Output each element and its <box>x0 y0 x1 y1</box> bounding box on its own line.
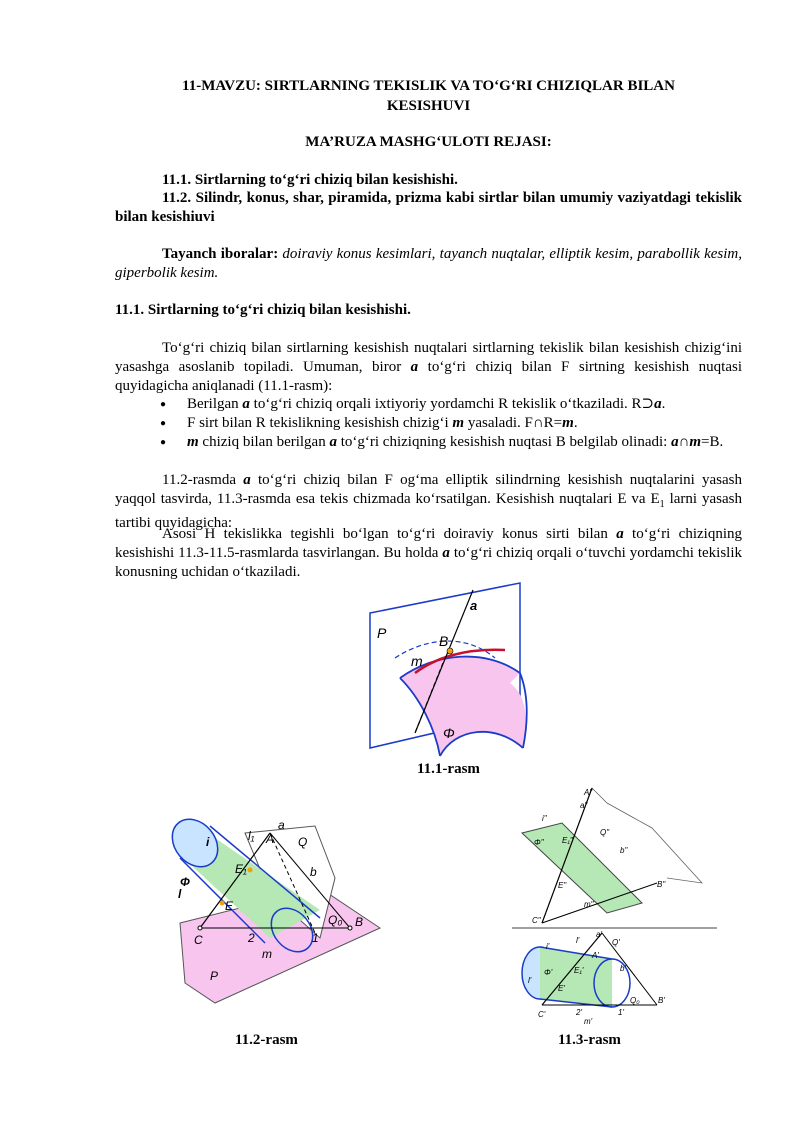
para2-subscript: 1 <box>659 499 665 510</box>
plan-item-1: 11.1. Sirtlarning to‘g‘ri chiziq bilan kesishishi. <box>162 172 458 188</box>
b2-var-m: m <box>452 415 465 431</box>
label-phi: Φ <box>443 725 455 741</box>
label-b2: b" <box>620 846 628 855</box>
steps-list <box>115 395 742 452</box>
label-phi: Φ <box>180 875 190 889</box>
label-e12: E₁" <box>562 836 573 845</box>
label-m: m <box>411 653 423 669</box>
keywords-paragraph <box>115 245 742 283</box>
label-l1: l' <box>576 936 580 945</box>
label-i: i <box>206 835 210 849</box>
title-line-2: KESISHUVI <box>386 98 471 114</box>
para3-var-a: a <box>616 526 624 542</box>
list-item <box>115 433 742 452</box>
label-a1: a' <box>596 930 602 939</box>
label-1: 1 <box>312 931 319 945</box>
b1-var-a: a <box>242 396 250 412</box>
plan-item-2: 11.2. Silindr, konus, shar, piramida, prizma kabi sirtlar bilan umumiy vaziyatdagi tekislik bilan kesishiuvi <box>115 190 742 225</box>
label-i1: i' <box>546 942 550 951</box>
label-q01: Q₀ <box>630 996 640 1005</box>
plan-title: MA’RUZA MASHG‘ULOTI REJASI: <box>305 134 552 150</box>
para2-var-a: a <box>243 472 251 488</box>
point-b <box>348 926 352 930</box>
label-b1-point: B' <box>658 996 665 1005</box>
label-1-plan: 1' <box>618 1008 624 1017</box>
para3-var-a2: a <box>442 545 450 561</box>
label-p: P <box>210 969 219 983</box>
label-2-plan: 2' <box>576 1008 582 1017</box>
figure-11-3 <box>512 783 717 1025</box>
paragraph-2 <box>115 471 742 533</box>
caption-11-1: 11.1-rasm <box>417 761 480 777</box>
b2-text-1: F sirt bilan R tekislikning kesishish chizig‘i <box>187 415 453 431</box>
label-c: C <box>194 933 203 947</box>
label-p: P <box>377 625 387 641</box>
para3-text-2: to‘g‘ri chiziqning kesishishi 11.3-11.5-rasmlarda tasvirlangan. Bu holda <box>115 526 743 561</box>
label-phi2: Φ" <box>534 838 544 847</box>
caption-11-2: 11.2-rasm <box>235 1032 298 1048</box>
keywords-text: doiraviy konus kesimlari, tayanch nuqtalar, elliptik kesim, parabollik kesim, giperbolik kesim. <box>115 246 742 281</box>
b3-text-2: to‘g‘ri chiziqning kesishish nuqtasi B belgilab olinadi: <box>336 434 672 450</box>
point-e <box>220 901 225 906</box>
para1-text-1: To‘g‘ri chiziq bilan sirtlarning kesishish nuqtalari sirtlarning tekislik bilan kesishish chizig‘ini yasashga asoslanib topiladi. Umuman, biror <box>115 340 742 375</box>
label-e1: E' <box>558 984 565 993</box>
label-b: b <box>310 865 317 879</box>
b2-text-3: . <box>573 415 578 431</box>
b2-var-m2: m <box>562 415 574 431</box>
b3-var-m: m <box>187 434 199 450</box>
label-a: a <box>470 598 478 613</box>
b3-expr: a∩m <box>671 434 702 450</box>
label-q0: Q₀ <box>328 913 343 927</box>
label-b1: b' <box>620 964 626 973</box>
label-b2-point: B" <box>657 880 666 889</box>
label-b: B <box>439 633 449 649</box>
caption-11-3: 11.3-rasm <box>558 1032 621 1048</box>
b1-text-3: . <box>661 396 666 412</box>
label-a1-point: A' <box>592 951 599 960</box>
para2-text-2: to‘g‘ri chiziq bilan F og‘ma elliptik silindrning kesishish nuqtalarini yasash yaqqol tasvirda, 11.3-rasmda esa tekis chizmada ko‘rsatilgan. Kesishish nuqtalari E va E <box>115 472 742 507</box>
label-a-point: A <box>266 832 275 846</box>
para2-text-1: 11.2-rasmda <box>162 472 244 488</box>
label-a2-point: A" <box>584 788 593 797</box>
label-c1: C' <box>538 1010 546 1019</box>
paragraph-3 <box>115 525 742 582</box>
b2-text-2: yasaladi. F∩R= <box>464 415 563 431</box>
label-m1: m' <box>584 1017 593 1025</box>
para2-text-3: larni yasash tartibi quyidagicha: <box>115 491 742 531</box>
paragraph-1 <box>115 339 742 396</box>
label-b-point: B <box>355 915 364 929</box>
b3-text-3: =B. <box>701 434 724 450</box>
label-l1: l₁ <box>248 829 255 843</box>
label-e11: E₁' <box>574 966 584 975</box>
label-a: a <box>278 818 285 832</box>
label-c2: C" <box>532 916 541 925</box>
point-e1 <box>248 868 253 873</box>
figure-11-1 <box>355 578 550 758</box>
label-e2: E" <box>558 881 567 890</box>
label-i2: i" <box>542 814 547 823</box>
label-q2: Q" <box>600 828 610 837</box>
label-phi1: Φ' <box>544 968 553 977</box>
para3-text-3: to‘g‘ri chiziq orqali o‘tuvchi yordamchi tekislik konusning uchidan o‘tkaziladi. <box>115 545 742 580</box>
section-heading: 11.1. Sirtlarning to‘g‘ri chiziq bilan kesishishi. <box>115 302 411 318</box>
figure-11-2 <box>170 818 385 1018</box>
list-item <box>115 395 742 414</box>
b1-var-a2: a <box>654 396 662 412</box>
b1-text-1: Berilgan <box>187 396 243 412</box>
para1-var-a: a <box>410 359 419 375</box>
page-title <box>115 76 742 116</box>
label-a2: a" <box>580 801 588 810</box>
list-item <box>115 414 742 433</box>
para1-text-2: to‘g‘ri chiziq bilan F sirtning kesishish nuqtasi quyidagicha aniqlanadi (11.1-rasm): <box>115 359 742 394</box>
b3-text-1: chiziq bilan berilgan <box>198 434 330 450</box>
label-e1: E₁ <box>235 862 247 876</box>
label-l: l <box>178 887 182 901</box>
label-2: 2 <box>248 931 255 945</box>
label-m2: m" <box>584 900 594 909</box>
point-c <box>198 926 202 930</box>
b3-var-a: a <box>329 434 337 450</box>
cylinder-front <box>522 823 642 913</box>
cylinder-plan-body <box>540 947 612 1007</box>
title-line-1: 11-MAVZU: SIRTLARNING TEKISLIK VA TO‘G‘RI CHIZIQLAR BILAN <box>182 78 675 94</box>
keywords-label: Tayanch iboralar: <box>162 246 279 262</box>
label-q1: Q' <box>612 938 620 947</box>
label-l: l' <box>528 976 532 985</box>
label-m: m <box>262 947 272 961</box>
label-q: Q <box>298 835 308 849</box>
b1-text-2: to‘g‘ri chiziq orqali ixtiyoriy yordamchi R tekislik o‘tkaziladi. R⊃ <box>249 396 655 412</box>
para3-text-1: Asosi H tekislikka tegishli bo‘lgan to‘g‘ri doiraviy konus sirti bilan <box>162 526 617 542</box>
label-e: E <box>225 899 234 913</box>
